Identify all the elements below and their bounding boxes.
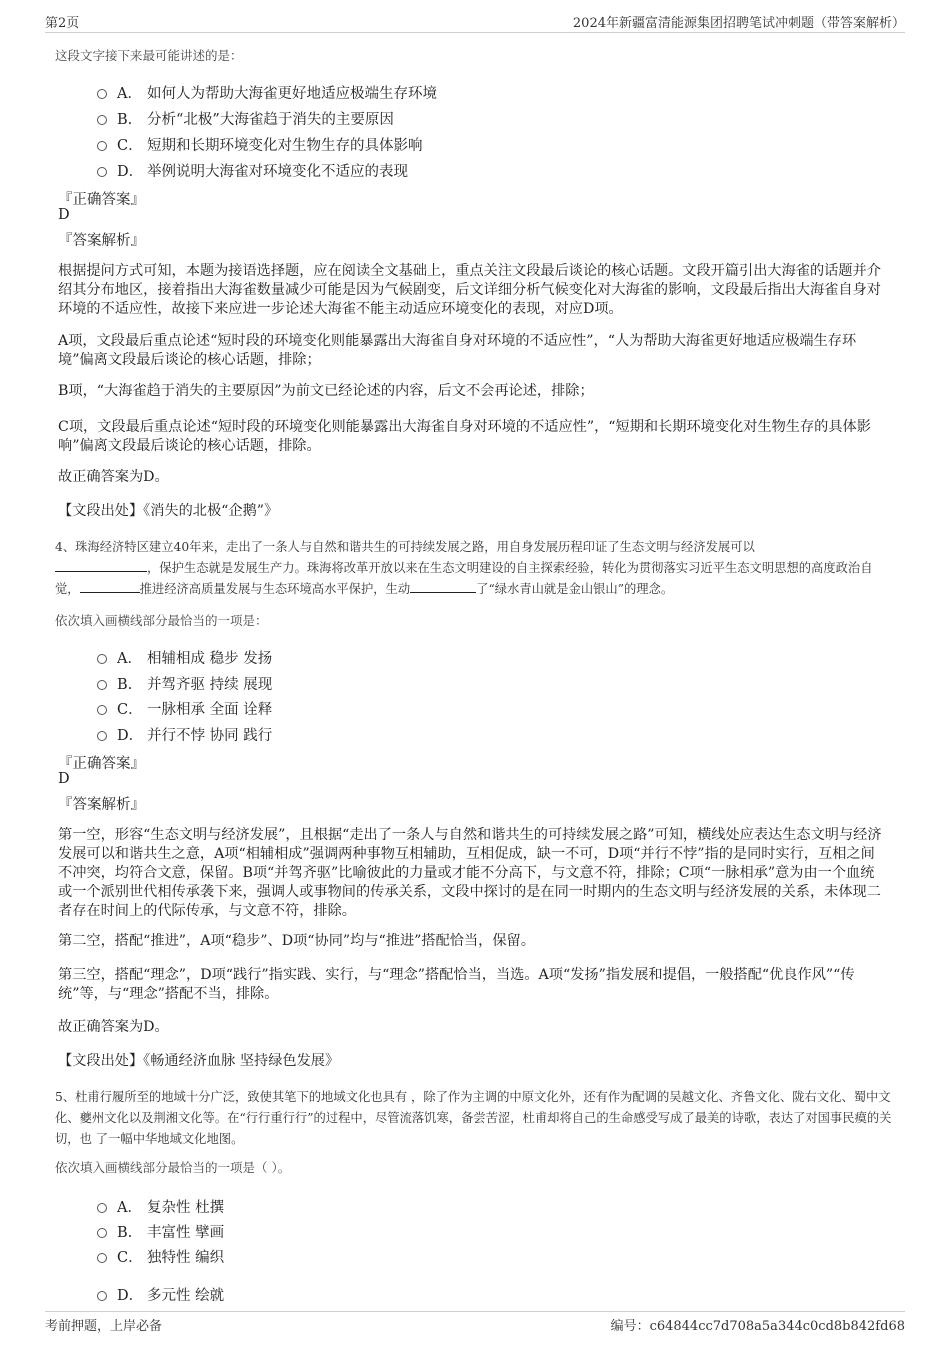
page-header xyxy=(45,10,905,33)
analysis-paragraph: 第一空，形容“生态文明与经济发展”，且根据“走出了一条人与自然和谐共生的可持续发展之路”可知，横线处应表达生态文明与经济发展可以和谐共生之意，A项“相辅相成”强调两种事物互相辅助，互相促成，缺一不可，D项“并行不悖”指的是同时实行，互相之间不冲突，均符合文意，保留。B项“并驾齐驱”比喻彼此的力量或才能不分高下，与文意不符，排除；C项“一脉相承”意为由一个血统或一个派别世代相传承袭下来，强调人或事物间的传承关系，文段中探讨的是在同一时期内的生态文明与经济发展的关系，未体现二者存在时间上的代际传承，与文意不符，排除。 xyxy=(58,827,882,919)
radio-icon[interactable] xyxy=(97,141,107,151)
fill-blank xyxy=(55,558,147,572)
document-id: 编号：c64844cc7d708a5a344c0cd8b842fd68 xyxy=(610,1319,905,1334)
option-b[interactable]: B. 丰富性 擘画 xyxy=(97,1221,224,1242)
option-text: 一脉相承 全面 诠释 xyxy=(147,702,273,718)
analysis-conclusion: 故正确答案为D。 xyxy=(58,1019,169,1035)
question-stem: 4、珠海经济特区建立40年来，走出了一条人与自然和谐共生的可持续发展之路，用自身发展历程印证了生态文明与经济发展可以 ，保护生态就是发展生产力。珠海将改革开放以来在生态文明建设的自主探索经验，转化为贯彻落实习近平生态文明思想的高度政治自觉， 推进经济高质量发展与生态环境高水平保护，生动 了“绿水青山就是金山银山”的理念。 xyxy=(55,540,873,596)
answer-label: 『正确答案』 xyxy=(58,756,145,772)
fill-blank xyxy=(410,579,476,593)
page-footer xyxy=(45,1311,905,1334)
option-text: 独特性 编织 xyxy=(147,1250,225,1266)
analysis-conclusion: 故正确答案为D。 xyxy=(58,469,169,485)
option-text: 举例说明大海雀对环境变化不适应的表现 xyxy=(147,164,408,180)
option-a[interactable]: A． 如何人为帮助大海雀更好地适应极端生存环境 xyxy=(97,82,437,103)
option-b[interactable]: B. 分析“北极”大海雀趋于消失的主要原因 xyxy=(97,108,394,129)
page-number: 第2页 xyxy=(45,16,80,31)
option-c[interactable]: C． 独特性 编织 xyxy=(97,1246,224,1267)
option-text: 复杂性 杜撰 xyxy=(147,1200,225,1216)
radio-icon[interactable] xyxy=(97,1253,107,1263)
analysis-label: 『答案解析』 xyxy=(58,233,145,249)
option-text: 丰富性 擘画 xyxy=(147,1225,225,1241)
option-d[interactable]: D． 举例说明大海雀对环境变化不适应的表现 xyxy=(97,160,408,181)
analysis-paragraph: C项，文段最后重点论述“短时段的环境变化则能暴露出大海雀自身对环境的不适应性”，“短期和长期环境变化对生物生存的具体影响”偏离文段最后谈论的核心话题，排除。 xyxy=(58,419,871,454)
document-title: 2024年新疆富清能源集团招聘笔试冲刺题（带答案解析） xyxy=(572,16,905,31)
option-a[interactable]: A． 复杂性 杜撰 xyxy=(97,1196,224,1217)
option-text: 多元性 绘就 xyxy=(147,1288,225,1304)
option-d[interactable]: D． 并行不悖 协同 践行 xyxy=(97,724,272,745)
option-text: 并行不悖 协同 践行 xyxy=(147,728,273,744)
radio-icon[interactable] xyxy=(97,1203,107,1213)
question-prompt: 依次填入画横线部分最恰当的一项是（ ）。 xyxy=(55,1160,291,1175)
option-c[interactable]: C． 短期和长期环境变化对生物生存的具体影响 xyxy=(97,134,423,155)
answer-label: 『正确答案』 xyxy=(58,192,145,208)
option-text: 相辅相成 稳步 发扬 xyxy=(147,651,273,667)
option-text: 并驾齐驱 持续 展现 xyxy=(147,677,273,693)
question-prompt: 依次填入画横线部分最恰当的一项是： xyxy=(55,613,268,628)
source-citation: 【文段出处】《消失的北极“企鹅”》 xyxy=(58,503,279,519)
radio-icon[interactable] xyxy=(97,654,107,664)
question-prompt: 这段文字接下来最可能讲述的是： xyxy=(55,48,243,63)
question-stem: 5、杜甫行履所至的地域十分广泛，致使其笔下的地域文化也具有 ，除了作为主调的中原文化外，还有作为配调的吴越文化、齐鲁文化、陇右文化、蜀中文化、夔州文化以及荆湘文化等。在“行行重行行”的过程中，尽管流落饥寒，备尝苦涩，杜甫却将自己的生命感受写成了最美的诗歌，表达了对国事民瘼的关切，也 了一幅中华地域文化地图。 xyxy=(55,1090,892,1146)
radio-icon[interactable] xyxy=(97,680,107,690)
option-d[interactable]: D． 多元性 绘就 xyxy=(97,1284,224,1305)
analysis-label: 『答案解析』 xyxy=(58,797,145,813)
radio-icon[interactable] xyxy=(97,1228,107,1238)
radio-icon[interactable] xyxy=(97,1291,107,1301)
analysis-paragraph: A项，文段最后重点论述“短时段的环境变化则能暴露出大海雀自身对环境的不适应性”，“人为帮助大海雀更好地适应极端生存环境”偏离文段最后谈论的核心话题，排除； xyxy=(58,333,857,368)
radio-icon[interactable] xyxy=(97,167,107,177)
option-text: 短期和长期环境变化对生物生存的具体影响 xyxy=(147,138,423,154)
analysis-paragraph: 第三空，搭配“理念”，D项“践行”指实践、实行，与“理念”搭配恰当，当选。A项“发扬”指发展和提倡，一般搭配“优良作风”“传统”等，与“理念”搭配不当，排除。 xyxy=(58,967,855,1002)
footer-slogan: 考前押题，上岸必备 xyxy=(45,1319,163,1334)
analysis-paragraph: 第二空，搭配“推进”，A项“稳步”、D项“协同”均与“推进”搭配恰当，保留。 xyxy=(58,933,535,949)
radio-icon[interactable] xyxy=(97,731,107,741)
option-text: 如何人为帮助大海雀更好地适应极端生存环境 xyxy=(147,86,437,102)
analysis-paragraph: B项，“大海雀趋于消失的主要原因”为前文已经论述的内容，后文不会再论述，排除； xyxy=(58,383,594,399)
option-c[interactable]: C． 一脉相承 全面 诠释 xyxy=(97,698,272,719)
option-b[interactable]: B. 并驾齐驱 持续 展现 xyxy=(97,673,272,694)
source-citation: 【文段出处】《畅通经济血脉 坚持绿色发展》 xyxy=(58,1053,340,1069)
option-a[interactable]: A． 相辅相成 稳步 发扬 xyxy=(97,647,272,668)
answer-value: D xyxy=(58,207,70,223)
radio-icon[interactable] xyxy=(97,705,107,715)
radio-icon[interactable] xyxy=(97,115,107,125)
option-text: 分析“北极”大海雀趋于消失的主要原因 xyxy=(147,112,394,128)
fill-blank xyxy=(80,579,140,593)
analysis-paragraph: 根据提问方式可知，本题为接语选择题，应在阅读全文基础上，重点关注文段最后谈论的核心话题。文段开篇引出大海雀的话题并介绍其分布地区，接着指出大海雀数量减少可能是因为气候剧变，后文详细分析气候变化对大海雀的影响，文段最后指出大海雀自身对环境的不适应性，故接下来应进一步论述大海雀不能主动适应环境变化的表现，对应D项。 xyxy=(58,263,881,317)
answer-value: D xyxy=(58,771,70,787)
radio-icon[interactable] xyxy=(97,89,107,99)
